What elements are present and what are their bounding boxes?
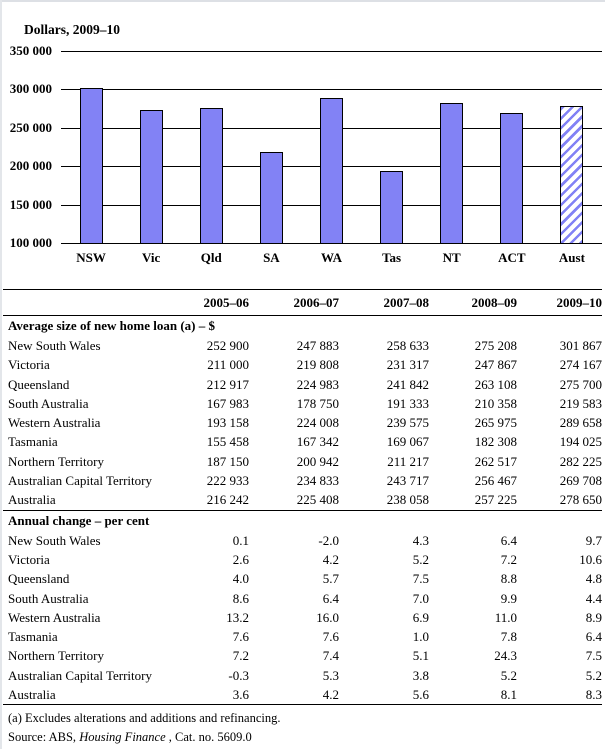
bar-slot-NSW <box>61 51 121 244</box>
bar-slot-NT <box>422 51 482 244</box>
cell: 231 317 <box>386 357 429 373</box>
cell: 257 225 <box>474 492 517 508</box>
bar-WA <box>320 98 343 244</box>
table-row <box>3 569 602 588</box>
row-label: New South Wales <box>8 532 101 548</box>
cell: 256 467 <box>474 473 517 489</box>
cell: 4.0 <box>232 571 249 587</box>
cell: 5.6 <box>412 687 429 703</box>
cell: 252 900 <box>206 338 249 353</box>
column-header: 2006–07 <box>293 294 339 310</box>
cell: 6.4 <box>585 629 602 645</box>
bar-Vic <box>140 110 163 244</box>
cell: 8.8 <box>500 571 517 587</box>
column-header: 2009–10 <box>556 294 602 310</box>
source-suffix: , Cat. no. 5609.0 <box>165 730 252 744</box>
table-row <box>3 452 602 471</box>
cell: 7.0 <box>412 590 429 606</box>
cell: 7.5 <box>412 571 429 587</box>
x-axis-label-WA: WA <box>321 250 342 265</box>
section-heading: Annual change – per cent <box>8 512 150 528</box>
x-axis-label-Vic: Vic <box>142 250 161 265</box>
cell: 301 867 <box>559 338 602 353</box>
cell: 7.2 <box>500 551 517 567</box>
x-axis <box>61 250 602 266</box>
cell: 269 708 <box>559 473 602 489</box>
footnotes <box>3 709 602 747</box>
cell: 191 333 <box>386 395 429 411</box>
cell: 6.9 <box>412 609 429 625</box>
bar-Qld <box>200 108 223 244</box>
row-label: Victoria <box>8 551 50 567</box>
table-header-row <box>3 289 602 316</box>
cell: 224 008 <box>296 415 339 431</box>
column-header: 2007–08 <box>383 294 429 310</box>
cell: 241 842 <box>386 376 429 392</box>
y-axis <box>0 43 52 250</box>
cell: 7.8 <box>500 629 517 645</box>
cell: -2.0 <box>318 532 339 548</box>
cell: 167 983 <box>206 395 249 411</box>
cell: 263 108 <box>474 376 517 392</box>
row-label: Queensland <box>8 571 70 587</box>
cell: 7.2 <box>232 648 249 664</box>
row-label: Northern Territory <box>8 453 104 469</box>
row-label: Western Australia <box>8 609 101 625</box>
cell: 224 983 <box>296 376 339 392</box>
cell: 210 358 <box>474 395 517 411</box>
cell: 9.7 <box>585 532 602 548</box>
cell: 238 058 <box>386 492 429 508</box>
y-axis-label: 350 000 <box>9 43 52 58</box>
chart-title: Dollars, 2009–10 <box>24 22 120 37</box>
table-row <box>3 375 602 394</box>
cell: 265 975 <box>474 415 517 431</box>
cell: 4.2 <box>322 551 339 567</box>
row-label: South Australia <box>8 395 89 411</box>
y-axis-label: 300 000 <box>9 81 52 96</box>
cell: 289 658 <box>559 415 602 431</box>
row-label: Australia <box>8 492 56 508</box>
table-row <box>3 432 602 451</box>
cell: 2.6 <box>232 551 249 567</box>
cell: 216 242 <box>206 492 249 508</box>
cell: 243 717 <box>386 473 429 489</box>
column-header: 2005–06 <box>203 294 249 310</box>
cell: 222 933 <box>206 473 249 489</box>
cell: 9.9 <box>500 590 517 606</box>
cell: 7.4 <box>322 648 339 664</box>
cell: 10.6 <box>579 551 602 567</box>
y-axis-label: 100 000 <box>9 235 52 250</box>
cell: 211 000 <box>207 357 249 373</box>
x-axis-label-Qld: Qld <box>200 250 222 265</box>
row-label: Queensland <box>8 376 70 392</box>
table-row <box>3 413 602 432</box>
row-label: Northern Territory <box>8 648 104 664</box>
bar-NT <box>440 103 463 244</box>
cell: 5.2 <box>500 667 517 683</box>
cell: 3.6 <box>232 687 249 703</box>
cell: 200 942 <box>296 453 339 469</box>
cell: 0.1 <box>232 532 249 548</box>
bar-SA <box>260 152 283 244</box>
bar-Aust <box>560 106 583 244</box>
bar-slot-Tas <box>362 51 422 244</box>
x-axis-label-ACT: ACT <box>498 250 526 265</box>
x-axis-label-NT: NT <box>442 250 461 265</box>
cell: 5.1 <box>412 648 429 664</box>
cell: 262 517 <box>474 453 517 469</box>
cell: 182 308 <box>474 434 517 450</box>
x-axis-label-NSW: NSW <box>76 250 106 265</box>
cell: 282 225 <box>559 453 602 469</box>
x-axis-label-Aust: Aust <box>558 250 585 265</box>
cell: 1.0 <box>412 629 429 645</box>
bar-NSW <box>80 88 103 244</box>
x-axis-label-SA: SA <box>263 250 280 265</box>
cell: 194 025 <box>559 434 602 450</box>
cell: 6.4 <box>322 590 339 606</box>
cell: 11.0 <box>494 609 517 625</box>
bar-slot-Aust <box>542 51 602 244</box>
table-row <box>3 666 602 685</box>
bar-chart <box>61 51 602 244</box>
bar-slot-ACT <box>482 51 542 244</box>
y-axis-label: 250 000 <box>9 120 52 135</box>
bar-slot-WA <box>301 51 361 244</box>
table-row <box>3 646 602 665</box>
bar-ACT <box>500 113 523 244</box>
table-row <box>3 394 602 413</box>
bars <box>61 51 602 244</box>
cell: 8.1 <box>500 687 517 703</box>
table-row <box>3 490 602 509</box>
row-label: Western Australia <box>8 415 101 431</box>
source-line <box>3 728 602 747</box>
table-row <box>3 589 602 608</box>
cell: 4.4 <box>585 590 602 606</box>
y-axis-label: 150 000 <box>9 197 52 212</box>
cell: 219 583 <box>559 395 602 411</box>
source-prefix: Source: ABS, <box>8 730 80 744</box>
cell: 24.3 <box>494 648 517 664</box>
cell: 275 208 <box>474 338 517 353</box>
table-row <box>3 608 602 627</box>
cell: 178 750 <box>296 395 339 411</box>
cell: 247 883 <box>296 338 339 353</box>
row-label: Victoria <box>8 357 50 373</box>
cell: 274 167 <box>559 357 602 373</box>
table-row <box>3 471 602 490</box>
cell: 278 650 <box>559 492 602 508</box>
cell: 8.6 <box>232 590 249 606</box>
cell: 247 867 <box>474 357 517 373</box>
cell: 5.3 <box>322 667 339 683</box>
bar-slot-SA <box>241 51 301 244</box>
cell: 4.2 <box>322 687 339 703</box>
row-label: Tasmania <box>8 434 58 450</box>
cell: 13.2 <box>226 609 249 625</box>
cell: 3.8 <box>412 667 429 683</box>
cell: 275 700 <box>559 376 602 392</box>
table-sections <box>3 316 602 705</box>
cell: 219 808 <box>296 357 339 373</box>
cell: 225 408 <box>296 492 339 508</box>
bar-slot-Qld <box>181 51 241 244</box>
row-label: Tasmania <box>8 629 58 645</box>
cell: 167 342 <box>296 434 339 450</box>
table-row <box>3 355 602 374</box>
cell: 5.2 <box>585 667 602 683</box>
row-label: South Australia <box>8 590 89 606</box>
table-row <box>3 627 602 646</box>
cell: 7.5 <box>585 648 602 664</box>
cell: 8.9 <box>585 609 602 625</box>
cell: 7.6 <box>322 629 339 645</box>
table-section-2 <box>3 511 602 706</box>
bar-slot-Vic <box>121 51 181 244</box>
cell: 4.3 <box>412 532 429 548</box>
cell: 169 067 <box>386 434 429 450</box>
cell: -0.3 <box>228 667 249 683</box>
cell: 239 575 <box>386 415 429 431</box>
cell: 258 633 <box>386 338 429 353</box>
cell: 187 150 <box>206 453 249 469</box>
table-row <box>3 685 602 704</box>
column-header: 2008–09 <box>471 294 517 310</box>
cell: 193 158 <box>206 415 249 431</box>
cell: 155 458 <box>206 434 249 450</box>
footnote-a: (a) Excludes alterations and additions and refinancing. <box>8 711 281 725</box>
cell: 7.6 <box>232 629 249 645</box>
row-label: Australia <box>8 687 56 703</box>
table-row <box>3 336 602 355</box>
cell: 211 217 <box>387 453 429 469</box>
x-axis-label-Tas: Tas <box>382 250 402 265</box>
table-row <box>3 550 602 569</box>
table-row <box>3 531 602 550</box>
cell: 5.7 <box>322 571 339 587</box>
row-label: Australian Capital Territory <box>8 667 152 683</box>
source-title: Housing Finance <box>79 730 166 744</box>
cell: 5.2 <box>412 551 429 567</box>
page-edge-top <box>0 0 605 2</box>
section-heading: Average size of new home loan (a) – $ <box>8 318 215 333</box>
cell: 212 917 <box>206 376 249 392</box>
row-label: Australian Capital Territory <box>8 473 152 489</box>
table-section-1 <box>3 316 602 511</box>
cell: 8.3 <box>585 687 602 703</box>
cell: 16.0 <box>316 609 339 625</box>
cell: 6.4 <box>500 532 517 548</box>
y-axis-label: 200 000 <box>9 158 52 173</box>
data-table <box>3 289 602 705</box>
cell: 234 833 <box>296 473 339 489</box>
bar-Tas <box>380 171 403 244</box>
row-label: New South Wales <box>8 338 101 353</box>
cell: 4.8 <box>585 571 602 587</box>
